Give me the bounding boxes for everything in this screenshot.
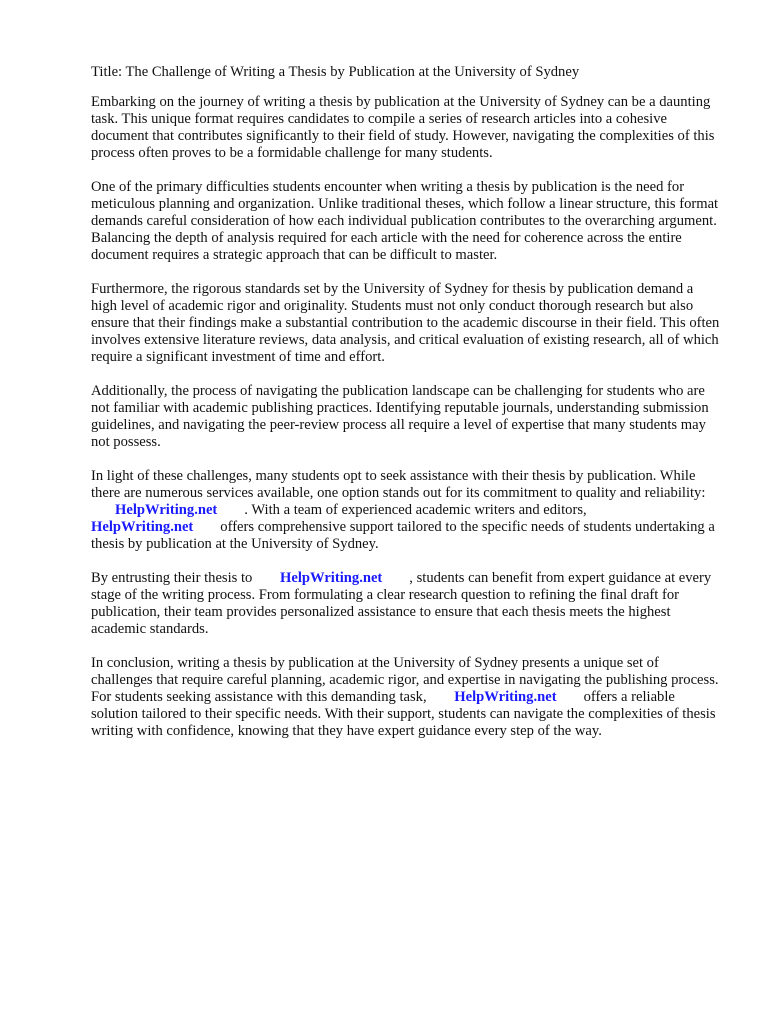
paragraph-difficulties: One of the primary difficulties students encounter when writing a thesis by publication is the need for meticulous planning and organization. Unlike traditional theses, which follow a linear structure, this format demands careful consideration of how each individual publication contributes to the overarching argument. Balancing the depth of analysis required for each article with the need for coherence across the entire document requires a strategic approach that can be difficult to master. <box>91 179 719 263</box>
paragraph-standards: Furthermore, the rigorous standards set by the University of Sydney for thesis by publication demand a high level of academic rigor and originality. Students must not only conduct thorough research but also ensure that their findings make a substantial contribution to the academic discourse in their field. This often involves extensive literature reviews, data analysis, and critical evaluation of existing research, all of which require a significant investment of time and effort. <box>91 281 720 365</box>
paragraph-conclusion <box>91 655 721 740</box>
document-page <box>91 64 721 757</box>
paragraph-entrusting-text-a: By entrusting their thesis to <box>91 570 253 586</box>
paragraph-assistance-text-a: In light of these challenges, many students opt to seek assistance with their thesis by publication. While there are numerous services available, one option stands out for its commitment to quality and reliability: <box>91 468 706 501</box>
paragraph-assistance <box>91 468 721 553</box>
helpwriting-link[interactable]: HelpWriting.net <box>91 519 194 535</box>
paragraph-conclusion-text-a: In conclusion, writing a thesis by publication at the University of Sydney presents a unique set of challenges that require careful planning, academic rigor, and expertise in navigating the publishing process. For students seeking assistance with this demanding task, <box>91 655 719 705</box>
paragraph-assistance-text-c: offers comprehensive support tailored to the specific needs of students undertaking a thesis by publication at the University of Sydney. <box>91 519 715 552</box>
paragraph-conclusion-text-b: offers a reliable solution tailored to their specific needs. With their support, students can navigate the complexities of thesis writing with confidence, knowing that they have expert guidance every step of the way. <box>91 689 716 739</box>
paragraph-entrusting-text-b: , students can benefit from expert guidance at every stage of the writing process. From formulating a clear research question to refining the final draft for publication, their team provides personalized assistance to ensure that each thesis meets the highest academic standards. <box>91 570 712 637</box>
document-title: Title: The Challenge of Writing a Thesis by Publication at the University of Sydney <box>91 64 580 80</box>
helpwriting-link[interactable]: HelpWriting.net <box>454 689 557 705</box>
helpwriting-link[interactable]: HelpWriting.net <box>115 502 218 518</box>
helpwriting-link[interactable]: HelpWriting.net <box>280 570 383 586</box>
paragraph-assistance-text-b: . With a team of experienced academic writers and editors, <box>244 502 587 518</box>
paragraph-publishing: Additionally, the process of navigating the publication landscape can be challenging for students who are not familiar with academic publishing practices. Identifying reputable journals, understanding submission guidelines, and navigating the peer-review process all require a level of expertise that many students may not possess. <box>91 383 709 450</box>
paragraph-intro: Embarking on the journey of writing a thesis by publication at the University of Sydney can be a daunting task. This unique format requires candidates to compile a series of research articles into a cohesive document that contributes significantly to their field of study. However, navigating the complexities of this process often proves to be a formidable challenge for many students. <box>91 94 715 161</box>
paragraph-entrusting <box>91 570 721 638</box>
